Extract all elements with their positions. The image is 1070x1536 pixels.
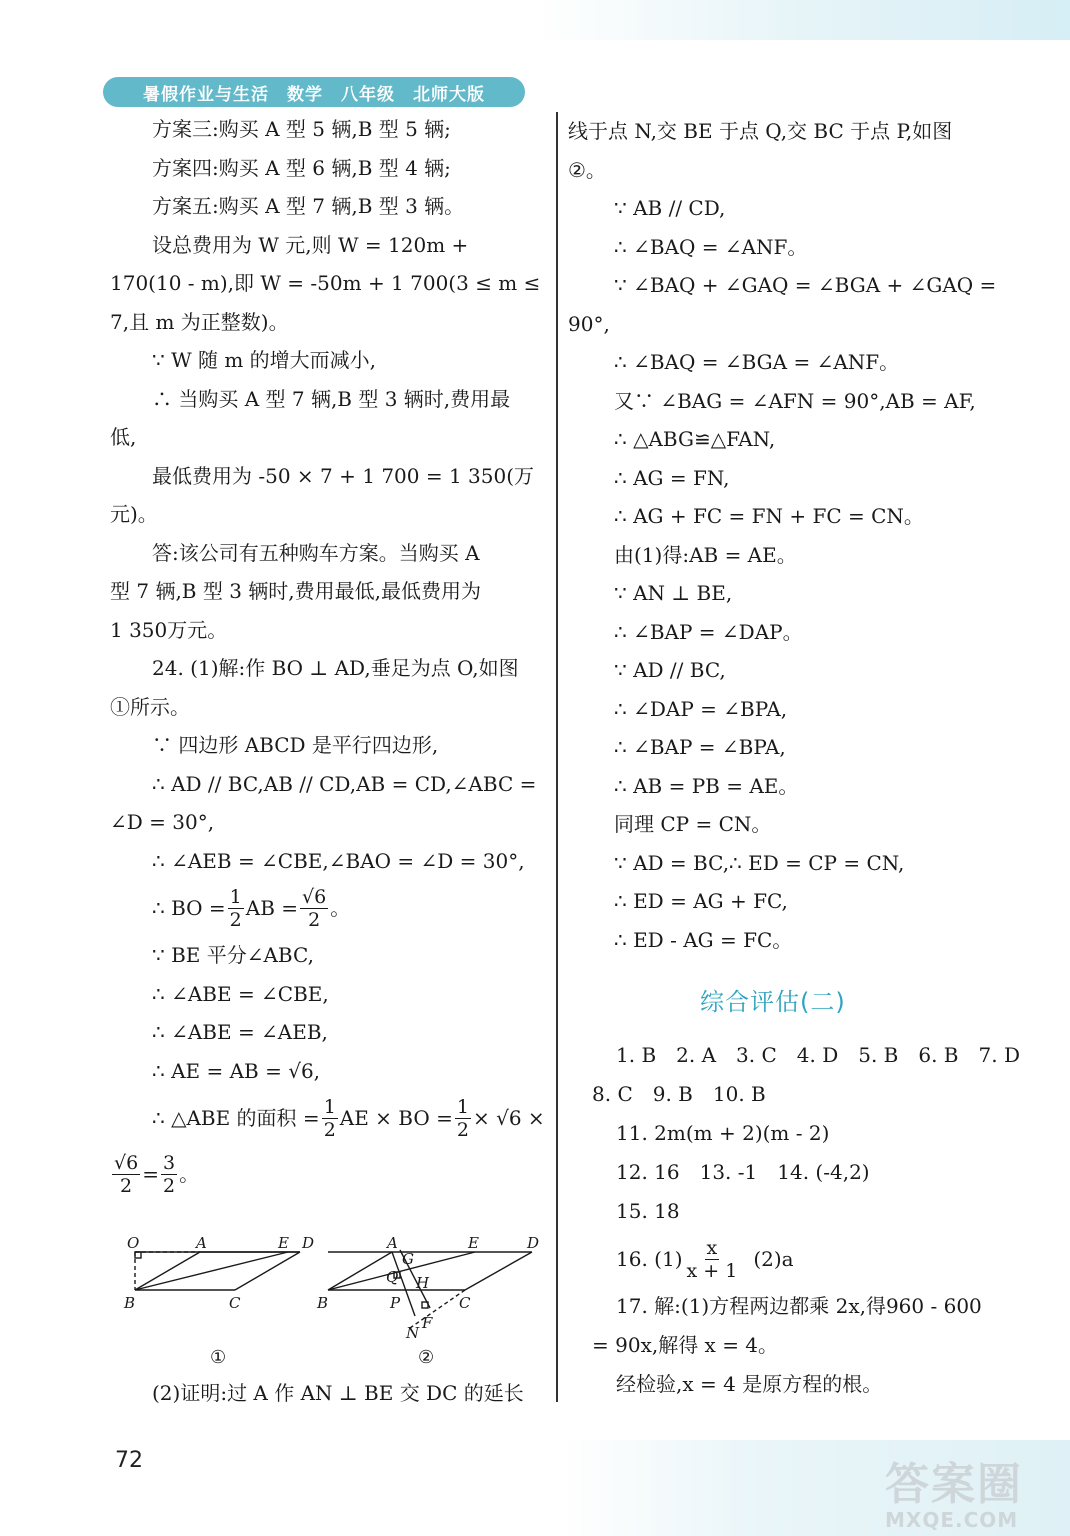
figure-1 [135, 1252, 300, 1290]
label-b: B [317, 1294, 329, 1312]
label-p: P [390, 1294, 401, 1312]
label-a: A [196, 1234, 207, 1252]
text-line: 低, [110, 425, 137, 449]
formula-text: ∴ △ABE 的面积 = [152, 1105, 320, 1130]
figure-2-caption: ② [418, 1347, 435, 1368]
answers-block [592, 1036, 1032, 1404]
text-line: ∴ △ABG≌△FAN, [614, 427, 776, 451]
text-line: 由(1)得:AB = AE。 [614, 542, 797, 567]
label-d: D [527, 1234, 540, 1252]
top-decor-band [0, 0, 1070, 40]
text-line: ∴ AD // BC,AB // CD,AB = CD,∠ABC = [152, 771, 537, 796]
header-banner: 暑假作业与生活 数学 八年级 北师大版 [103, 77, 525, 107]
line-ba [328, 1252, 392, 1290]
figure-1-caption: ① [210, 1347, 227, 1368]
fraction-denominator: x + 1 [686, 1259, 738, 1282]
fraction-numerator: √6 [114, 1151, 139, 1174]
line-cd [465, 1252, 532, 1290]
fraction-numerator: 3 [162, 1151, 176, 1174]
label-d: D [302, 1234, 315, 1252]
fraction-numerator: 1 [456, 1095, 469, 1118]
text-line: ∴ ∠ABE = ∠CBE, [152, 981, 329, 1006]
formula-text: × √6 × [472, 1105, 545, 1130]
line-ba [135, 1252, 200, 1290]
text-line: ∠D = 30°, [110, 810, 215, 834]
fraction-denominator: 2 [162, 1174, 176, 1197]
area-formula-line [110, 1090, 550, 1146]
line-cn-dashed [410, 1290, 465, 1328]
answer-line: 1. B 2. A 3. C 4. D 5. B 6. B 7. D [616, 1043, 1020, 1067]
text-line: ∴ 当购买 A 型 7 辆,B 型 3 辆时,费用最 [152, 386, 511, 411]
text-line: 方案五:购买 A 型 7 辆,B 型 3 辆。 [152, 194, 465, 218]
left-bottom [110, 1374, 550, 1413]
text-line: ∵ AD = BC,∴ ED = CP = CN, [614, 850, 905, 875]
fraction-denominator: 2 [120, 1174, 133, 1197]
text-line: ∵ AD // BC, [614, 658, 726, 682]
label-g: G [402, 1250, 414, 1268]
label-h: H [416, 1274, 430, 1292]
text-line: (2)证明:过 A 作 AN ⊥ BE 交 DC 的延长 [152, 1381, 524, 1405]
fraction [322, 1096, 338, 1141]
fraction [112, 1152, 140, 1197]
bo-formula-line [110, 880, 550, 936]
text-line: 1 350万元。 [110, 617, 228, 642]
label-c: C [229, 1294, 241, 1312]
fraction [300, 886, 328, 931]
answer-line: 17. 解:(1)方程两边都乘 2x,得960 - 600 [616, 1294, 982, 1318]
text-line: ①所示。 [110, 694, 190, 719]
fraction-numerator: 1 [323, 1095, 336, 1118]
text-line: ∴ ∠BAQ = ∠ANF。 [614, 234, 808, 259]
label-a: A [387, 1234, 398, 1252]
text-line: ∵ AN ⊥ BE, [614, 581, 733, 605]
label-n: N [406, 1324, 420, 1342]
fraction-numerator: √6 [302, 885, 327, 908]
text-line: 答:该公司有五种购车方案。当购买 A [152, 540, 480, 565]
text-line: 型 7 辆,B 型 3 辆时,费用最低,最低费用为 [110, 579, 482, 603]
text-line: 元)。 [110, 502, 158, 526]
label-e: E [278, 1234, 289, 1252]
formula-text: = [142, 1161, 159, 1186]
fraction-numerator: 1 [229, 885, 242, 908]
fraction [161, 1152, 177, 1197]
text-line: ∴ ∠ABE = ∠AEB, [152, 1020, 328, 1044]
answer-text: (2)a [753, 1246, 794, 1271]
text-line: 同理 CP = CN。 [614, 812, 772, 836]
text-line: ∵ W 随 m 的增大而减小, [152, 348, 377, 372]
result-formula-line [110, 1146, 550, 1202]
answer-line: 12. 16 13. -1 14. (-4,2) [616, 1160, 870, 1184]
formula-text: AB = [245, 895, 299, 920]
formula-text: 。 [330, 895, 351, 920]
text-line: ∴ ∠BAP = ∠DAP。 [614, 619, 803, 644]
fraction [228, 886, 244, 931]
fraction-denominator: 2 [323, 1118, 336, 1141]
fraction [455, 1096, 471, 1141]
answer-line: 15. 18 [616, 1199, 680, 1223]
text-line: ∴ AB = PB = AE。 [614, 773, 799, 798]
text-line: ∴ AE = AB = √6, [152, 1058, 321, 1083]
fraction [685, 1237, 740, 1282]
text-line: ∴ ∠DAP = ∠BPA, [614, 696, 788, 721]
column-divider [556, 112, 558, 1402]
page-number: 72 [115, 1448, 143, 1473]
text-line: ∴ AG + FC = FN + FC = CN。 [614, 504, 924, 528]
text-line: ∴ ∠AEB = ∠CBE,∠BAO = ∠D = 30°, [152, 848, 525, 873]
text-line: ∴ ED - AG = FC。 [614, 927, 793, 952]
fraction-denominator: 2 [456, 1118, 469, 1141]
label-q: Q [386, 1268, 399, 1286]
text-line: ②。 [568, 157, 606, 182]
formula-text: AE × BO = [339, 1105, 453, 1130]
text-line: 最低费用为 -50 × 7 + 1 700 = 1 350(万 [152, 463, 535, 488]
text-line: ∴ ED = AG + FC, [614, 889, 788, 913]
text-line: 方案三:购买 A 型 5 辆,B 型 5 辆; [152, 117, 451, 141]
answer-line: 11. 2m(m + 2)(m - 2) [616, 1121, 830, 1145]
text-line: 90°, [568, 311, 610, 336]
label-e: E [468, 1234, 479, 1252]
text-line: 7,且 m 为正整数)。 [110, 309, 289, 334]
right-column [568, 112, 1013, 959]
fraction-numerator: x [706, 1236, 718, 1259]
watermark-text: 答案圈 [885, 1459, 1023, 1510]
answer-line-16 [592, 1231, 1032, 1287]
text-line: ∵ ∠BAQ + ∠GAQ = ∠BGA + ∠GAQ = [614, 273, 997, 297]
left-column [110, 110, 550, 1202]
label-b: B [124, 1294, 136, 1312]
formula-text: 。 [179, 1161, 200, 1186]
answer-line: 经检验,x = 4 是原方程的根。 [616, 1372, 883, 1396]
text-line: ∴ AG = FN, [614, 465, 730, 490]
text-line: 设总费用为 W 元,则 W = 120m + [152, 232, 469, 257]
text-line: 方案四:购买 A 型 6 辆,B 型 4 辆; [152, 155, 451, 180]
label-f: F [422, 1314, 433, 1332]
text-line: ∵ BE 平分∠ABC, [152, 943, 314, 967]
text-line: 又∵ ∠BAG = ∠AFN = 90°,AB = AF, [614, 388, 976, 413]
answer-line: = 90x,解得 x = 4。 [592, 1333, 779, 1357]
geometry-figures [110, 1228, 555, 1378]
text-line: 线于点 N,交 BE 于点 Q,交 BC 于点 P,如图 [568, 119, 953, 143]
text-line: 24. (1)解:作 BO ⊥ AD,垂足为点 O,如图 [152, 656, 519, 680]
text-line: ∴ ∠BAP = ∠BPA, [614, 735, 786, 759]
text-line: ∵ AB // CD, [614, 196, 726, 220]
label-o: O [127, 1234, 140, 1252]
text-line: ∵ 四边形 ABCD 是平行四边形, [152, 733, 439, 757]
watermark-url: MXQE.COM [885, 1508, 1019, 1532]
watermark-logo [885, 1448, 1065, 1536]
line-be [135, 1252, 288, 1290]
answer-line: 8. C 9. B 10. B [592, 1082, 766, 1106]
answer-text: 16. (1) [616, 1246, 683, 1271]
section-title: 综合评估(二) [700, 988, 846, 1016]
text-line: ∴ ∠BAQ = ∠BGA = ∠ANF。 [614, 350, 900, 374]
right-angle-mark [135, 1252, 141, 1258]
label-c: C [459, 1294, 471, 1312]
fraction-denominator: 2 [308, 908, 321, 931]
fraction-denominator: 2 [229, 908, 242, 931]
formula-text: ∴ BO = [152, 895, 226, 920]
text-line: 170(10 - m),即 W = -50m + 1 700(3 ≤ m ≤ [110, 271, 541, 295]
